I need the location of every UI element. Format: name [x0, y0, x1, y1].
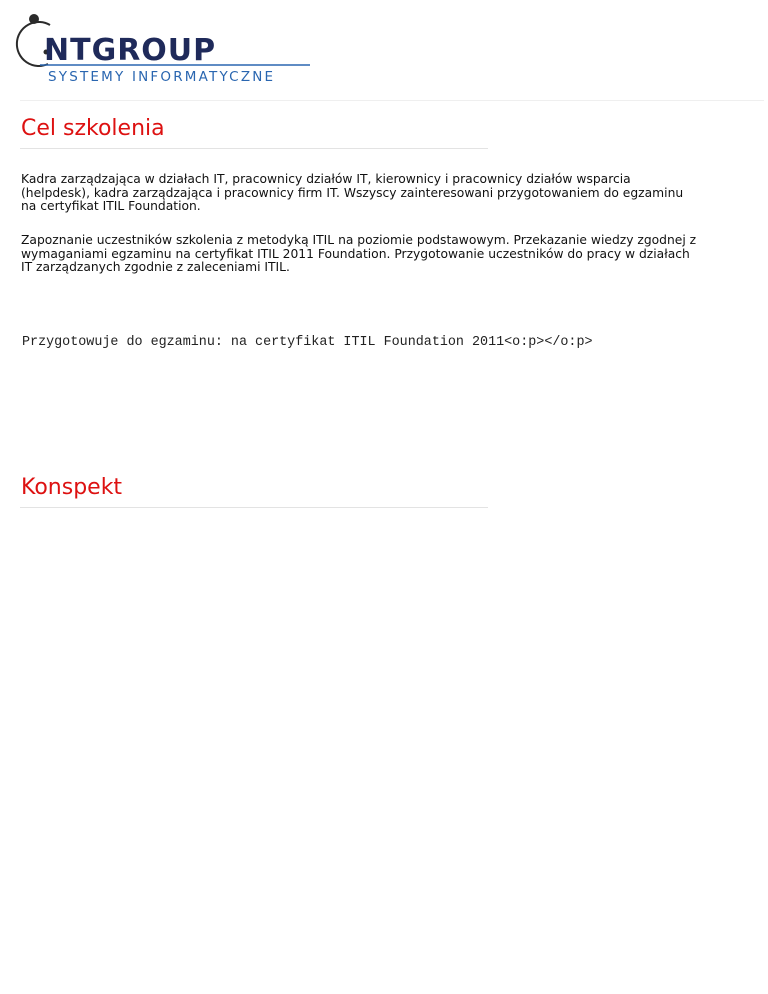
goal-paragraph-audience: Kadra zarządzająca w działach IT, pracownicy działów IT, kierownicy i pracownicy działów wsparcia (helpdesk), kadra zarządzająca i pracownicy firm IT. Wszyscy zainteresowani przygotowaniem do egzaminu na certyfikat ITIL Foundation. — [21, 172, 684, 214]
header-divider — [20, 100, 764, 101]
section-heading-outline: Konspekt — [21, 475, 123, 500]
logo-name: NTGROUP — [44, 33, 217, 68]
logo-orbit-dot-top — [29, 14, 39, 24]
section-heading-goal: Cel szkolenia — [21, 116, 165, 141]
exam-preparation-line: Przygotowuje do egzaminu: na certyfikat ITIL Foundation 2011<o:p></o:p> — [22, 335, 593, 350]
section-rule-outline — [20, 507, 488, 508]
section-rule-goal — [20, 148, 488, 149]
logo-tagline: SYSTEMY INFORMATYCZNE — [48, 69, 276, 85]
goal-paragraph-objectives: Zapoznanie uczestników szkolenia z metodyką ITIL na poziomie podstawowym. Przekazanie wiedzy zgodnej z wymaganiami egzaminu na certyfikat ITIL 2011 Foundation. Przygotowanie uczestników do pracy w działach IT zarządzanych zgodnie z zaleceniami ITIL. — [21, 233, 697, 275]
company-logo — [14, 10, 314, 88]
logo-graphic — [14, 10, 314, 88]
